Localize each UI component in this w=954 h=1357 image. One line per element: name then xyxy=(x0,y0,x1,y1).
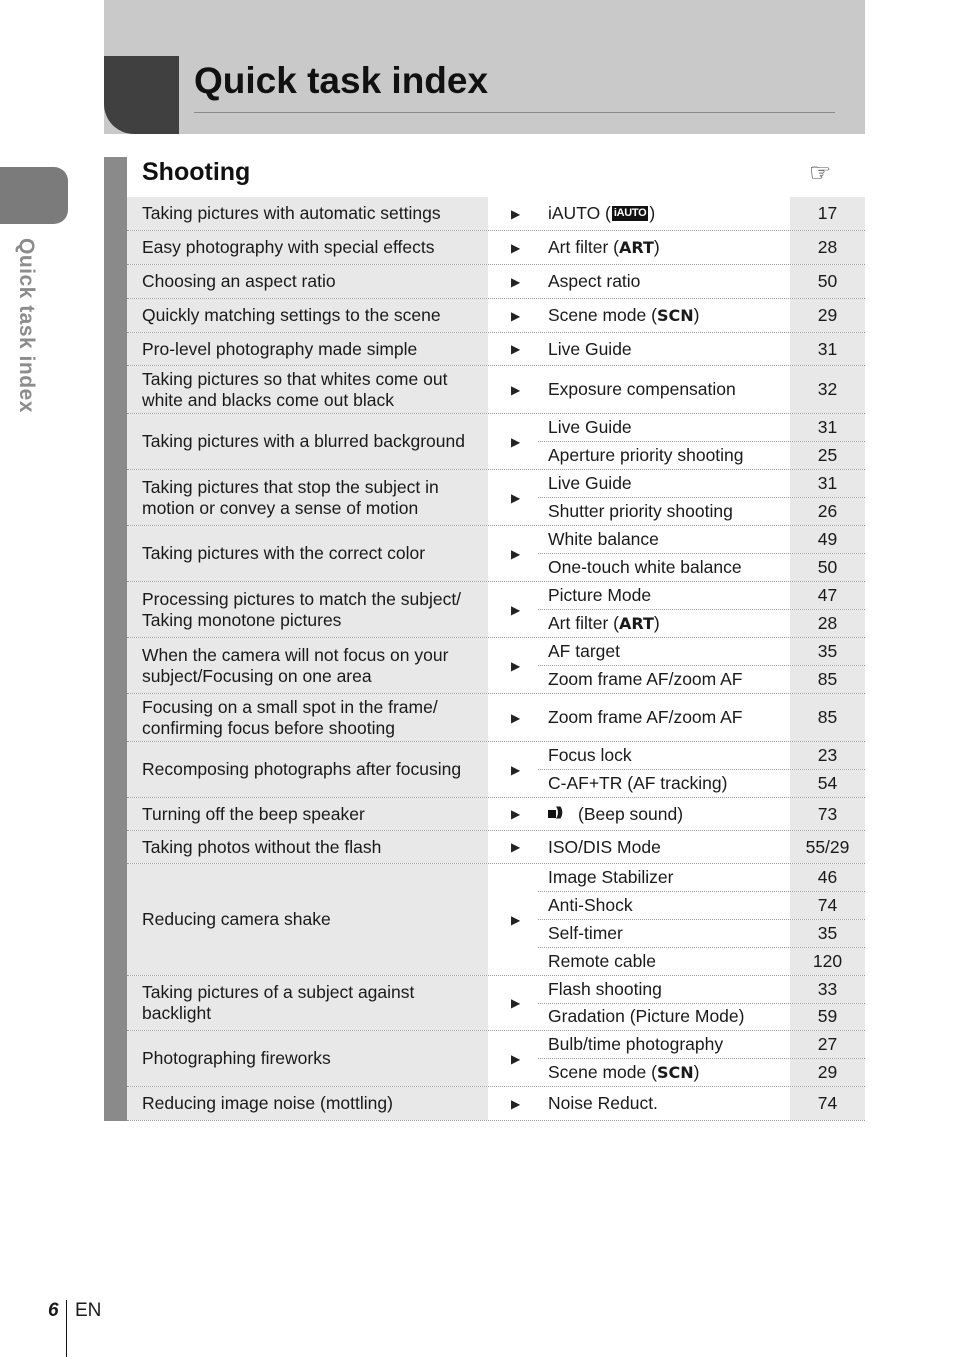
page-reference: 49 xyxy=(790,526,865,553)
reference-name: Aspect ratio xyxy=(548,271,641,291)
table-row xyxy=(127,638,865,694)
reference-name xyxy=(548,610,660,637)
table-row xyxy=(127,231,865,265)
reference-suffix: ) xyxy=(649,203,656,223)
table-row xyxy=(127,197,865,231)
arrow-icon: ▶ xyxy=(511,434,521,449)
reference-name: Flash shooting xyxy=(548,978,662,999)
task-cell: Taking pictures with a blurred background xyxy=(127,414,488,469)
table-row xyxy=(127,299,865,333)
task-cell: Recomposing photographs after focusing xyxy=(127,742,488,797)
reference-suffix: ) xyxy=(653,237,660,257)
reference-name xyxy=(548,299,699,332)
page-reference: 31 xyxy=(790,414,865,441)
task-cell: Reducing camera shake xyxy=(127,864,488,975)
reference-item xyxy=(538,1003,865,1031)
reference-list xyxy=(538,798,865,830)
task-cell: Processing pictures to match the subject/ Taking monotone pictures xyxy=(127,582,488,637)
mode-label: SCN xyxy=(656,1063,694,1082)
beep-sound-icon xyxy=(548,807,574,821)
reference-prefix: Scene mode ( xyxy=(548,305,657,325)
page-reference: 29 xyxy=(790,1059,865,1086)
reference-name xyxy=(548,197,655,230)
page-reference: 120 xyxy=(790,948,865,975)
reference-name xyxy=(548,1059,699,1086)
section-bar xyxy=(104,157,127,1121)
mode-label: ART xyxy=(618,614,654,633)
reference-name: White balance xyxy=(548,529,659,549)
arrow-icon: ▶ xyxy=(511,1051,521,1066)
reference-item xyxy=(538,891,865,919)
language-code: EN xyxy=(75,1300,102,1321)
table-row xyxy=(127,470,865,526)
task-cell: Photographing fireworks xyxy=(127,1031,488,1086)
reference-item xyxy=(538,742,865,769)
reference-item xyxy=(538,769,865,797)
reference-item xyxy=(538,333,865,365)
page-reference: 35 xyxy=(790,638,865,665)
table-row xyxy=(127,1031,865,1087)
reference-name: Anti-Shock xyxy=(548,895,633,915)
reference-prefix: iAUTO ( xyxy=(548,203,611,223)
reference-name: Aperture priority shooting xyxy=(548,445,744,465)
page-reference: 23 xyxy=(790,742,865,769)
arrow-icon: ▶ xyxy=(511,710,521,725)
reference-list xyxy=(538,864,865,975)
reference-hand-icon: ☞ xyxy=(809,159,832,187)
reference-item xyxy=(538,798,865,830)
page-reference: 54 xyxy=(790,770,865,797)
reference-list xyxy=(538,197,865,230)
mode-label: SCN xyxy=(656,306,694,325)
table-row xyxy=(127,742,865,798)
reference-list xyxy=(538,414,865,469)
reference-list xyxy=(538,299,865,332)
reference-item xyxy=(538,609,865,637)
task-cell: Focusing on a small spot in the frame/ confirming focus before shooting xyxy=(127,694,488,741)
page-reference: 59 xyxy=(790,1004,865,1031)
reference-item xyxy=(538,441,865,469)
reference-prefix: Art filter ( xyxy=(548,613,619,633)
page-reference: 29 xyxy=(790,299,865,332)
page-reference: 73 xyxy=(790,798,865,830)
reference-item xyxy=(538,231,865,264)
reference-name: Remote cable xyxy=(548,951,656,971)
arrow-icon: ▶ xyxy=(511,206,521,221)
reference-list xyxy=(538,231,865,264)
section-title: Shooting xyxy=(142,158,251,186)
page-reference: 50 xyxy=(790,265,865,298)
arrow-icon: ▶ xyxy=(511,840,521,854)
reference-name: Zoom frame AF/zoom AF xyxy=(548,669,743,689)
page-reference: 47 xyxy=(790,582,865,609)
page-reference: 26 xyxy=(790,498,865,525)
reference-item xyxy=(538,694,865,741)
page-reference: 46 xyxy=(790,864,865,891)
task-cell: Quickly matching settings to the scene xyxy=(127,299,488,332)
title-rule xyxy=(194,112,835,113)
arrow-icon: ▶ xyxy=(511,912,521,927)
reference-item xyxy=(538,265,865,298)
arrow-icon: ▶ xyxy=(511,308,521,323)
page-reference: 32 xyxy=(790,366,865,413)
task-cell: Taking pictures with the correct color xyxy=(127,526,488,581)
arrow-icon: ▶ xyxy=(511,490,521,505)
task-cell: When the camera will not focus on your subject/Focusing on one area xyxy=(127,638,488,693)
table-row xyxy=(127,526,865,582)
iauto-mode-badge: iAUTO xyxy=(613,207,647,219)
reference-item xyxy=(538,299,865,332)
arrow-icon: ▶ xyxy=(511,807,521,821)
reference-list xyxy=(538,831,865,863)
arrow-icon: ▶ xyxy=(511,602,521,617)
page-reference: 85 xyxy=(790,694,865,741)
page-reference: 85 xyxy=(790,666,865,693)
page-number: 6 xyxy=(48,1300,59,1321)
table-row xyxy=(127,366,865,414)
arrow-icon: ▶ xyxy=(511,382,521,397)
arrow-icon: ▶ xyxy=(511,762,521,777)
reference-item xyxy=(538,665,865,693)
task-cell: Easy photography with special effects xyxy=(127,231,488,264)
reference-item xyxy=(538,366,865,413)
reference-list xyxy=(538,366,865,413)
reference-item xyxy=(538,470,865,497)
table-row xyxy=(127,694,865,742)
reference-name xyxy=(548,798,683,830)
reference-list xyxy=(538,582,865,637)
footer-divider xyxy=(66,1300,67,1357)
reference-item xyxy=(538,1058,865,1086)
reference-item xyxy=(538,976,865,1003)
reference-name: Live Guide xyxy=(548,417,632,437)
reference-item xyxy=(538,919,865,947)
table-row xyxy=(127,831,865,864)
reference-item xyxy=(538,1087,865,1120)
mode-label: ART xyxy=(618,238,654,257)
reference-name: Bulb/time photography xyxy=(548,1034,724,1054)
task-cell: Choosing an aspect ratio xyxy=(127,265,488,298)
reference-name: Picture Mode xyxy=(548,585,652,605)
page-reference: 50 xyxy=(790,554,865,581)
reference-name: Focus lock xyxy=(548,745,632,765)
page-reference: 31 xyxy=(790,333,865,365)
arrow-icon: ▶ xyxy=(511,996,521,1010)
table-row xyxy=(127,798,865,831)
reference-name: Gradation (Picture Mode) xyxy=(548,1006,745,1027)
reference-name: One-touch white balance xyxy=(548,557,742,577)
reference-list xyxy=(538,333,865,365)
page-reference: 31 xyxy=(790,470,865,497)
reference-name xyxy=(548,231,660,264)
reference-prefix: Scene mode ( xyxy=(548,1062,657,1082)
reference-item xyxy=(538,414,865,441)
page-reference: 33 xyxy=(790,976,865,1003)
reference-name: C-AF+TR (AF tracking) xyxy=(548,773,728,793)
page-reference: 35 xyxy=(790,920,865,947)
side-tab xyxy=(0,167,68,224)
reference-name: AF target xyxy=(548,641,620,661)
reference-suffix: ) xyxy=(653,613,660,633)
reference-list xyxy=(538,742,865,797)
table-row xyxy=(127,1087,865,1121)
table-row xyxy=(127,265,865,299)
task-cell: Taking pictures with automatic settings xyxy=(127,197,488,230)
reference-item xyxy=(538,638,865,665)
reference-name: Shutter priority shooting xyxy=(548,501,733,521)
reference-item xyxy=(538,526,865,553)
page-reference: 28 xyxy=(790,610,865,637)
reference-list xyxy=(538,694,865,741)
reference-item xyxy=(538,864,865,891)
task-cell: Turning off the beep speaker xyxy=(127,798,488,830)
table-row xyxy=(127,414,865,470)
reference-item xyxy=(538,1031,865,1058)
task-cell: Taking photos without the flash xyxy=(127,831,488,863)
task-cell: Taking pictures of a subject against backlight xyxy=(127,976,488,1030)
page-reference: 74 xyxy=(790,892,865,919)
reference-suffix: ) xyxy=(693,305,700,325)
reference-name: ISO/DIS Mode xyxy=(548,836,661,857)
reference-list xyxy=(538,638,865,693)
page-reference: 17 xyxy=(790,197,865,230)
reference-list xyxy=(538,1087,865,1120)
arrow-icon: ▶ xyxy=(511,274,521,289)
page-reference: 28 xyxy=(790,231,865,264)
reference-item xyxy=(538,582,865,609)
reference-name: Live Guide xyxy=(548,473,632,493)
task-cell: Reducing image noise (mottling) xyxy=(127,1087,488,1120)
reference-list xyxy=(538,526,865,581)
page-reference: 55/29 xyxy=(790,831,865,863)
reference-suffix: ) xyxy=(693,1062,700,1082)
reference-item xyxy=(538,497,865,525)
task-cell: Taking pictures so that whites come out white and blacks come out black xyxy=(127,366,488,413)
reference-item xyxy=(538,197,865,230)
reference-item xyxy=(538,553,865,581)
table-row xyxy=(127,582,865,638)
header-tab xyxy=(104,56,179,134)
reference-name: Self-timer xyxy=(548,923,623,943)
reference-name: Zoom frame AF/zoom AF xyxy=(548,707,743,727)
arrow-icon: ▶ xyxy=(511,546,521,561)
task-cell: Pro-level photography made simple xyxy=(127,333,488,365)
reference-name: Live Guide xyxy=(548,338,632,359)
table-row xyxy=(127,333,865,366)
reference-list xyxy=(538,470,865,525)
reference-item xyxy=(538,831,865,863)
table-row xyxy=(127,976,865,1031)
reference-prefix: Art filter ( xyxy=(548,237,619,257)
reference-name: Image Stabilizer xyxy=(548,867,674,887)
reference-list xyxy=(538,1031,865,1086)
task-cell: Taking pictures that stop the subject in motion or convey a sense of motion xyxy=(127,470,488,525)
reference-name: Noise Reduct. xyxy=(548,1093,658,1113)
arrow-icon: ▶ xyxy=(511,342,521,356)
reference-item xyxy=(538,947,865,975)
side-tab-label: Quick task index xyxy=(15,238,38,413)
table-row xyxy=(127,864,865,976)
page-reference: 27 xyxy=(790,1031,865,1058)
reference-list xyxy=(538,265,865,298)
reference-name: Exposure compensation xyxy=(548,379,736,399)
page-title: Quick task index xyxy=(194,60,489,101)
arrow-icon: ▶ xyxy=(511,240,521,255)
arrow-icon: ▶ xyxy=(511,1096,521,1111)
reference-list xyxy=(538,976,865,1030)
page-reference: 25 xyxy=(790,442,865,469)
reference-suffix: (Beep sound) xyxy=(578,803,684,824)
page-reference: 74 xyxy=(790,1087,865,1120)
arrow-icon: ▶ xyxy=(511,658,521,673)
